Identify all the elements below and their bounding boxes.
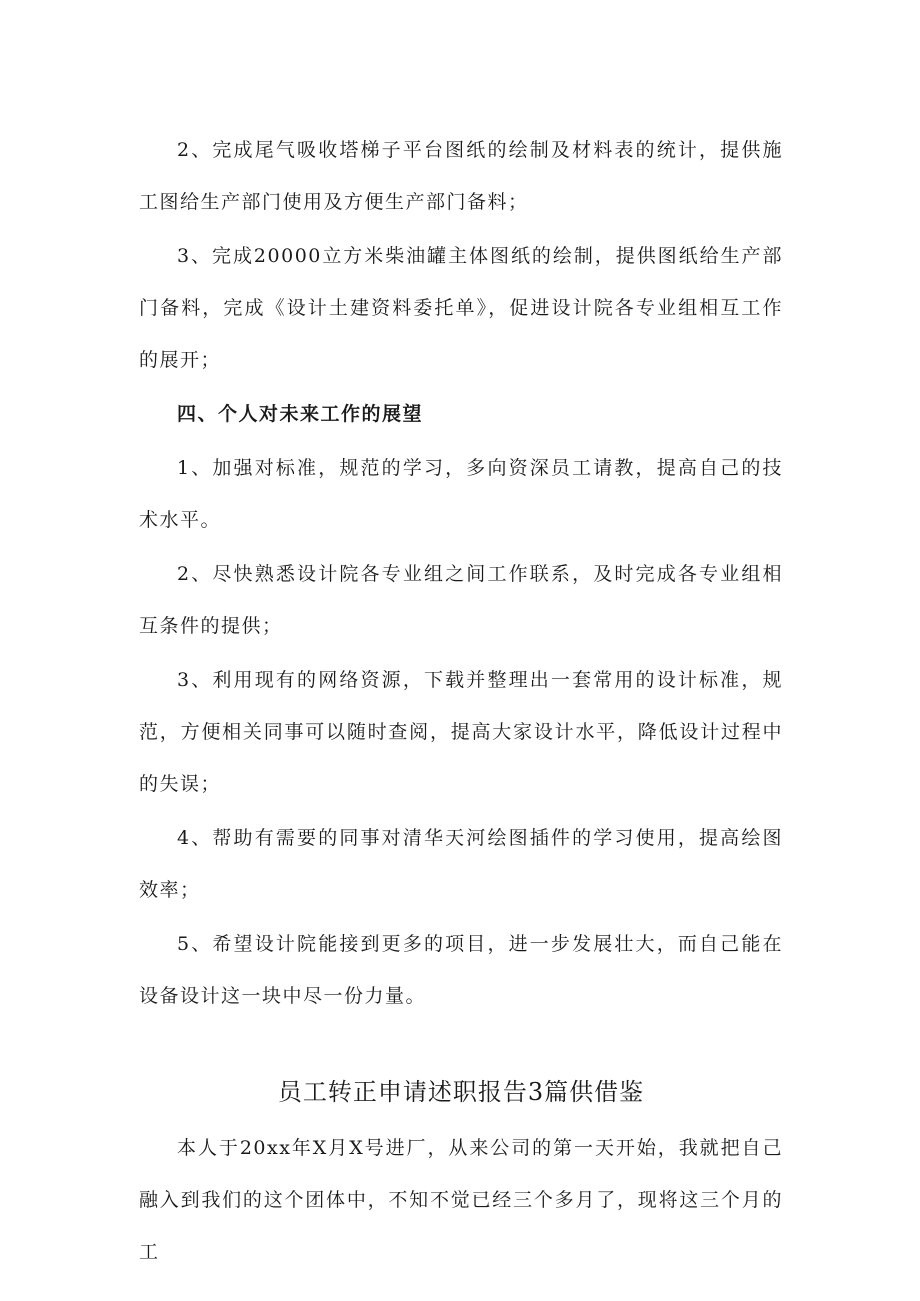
future-item-2: 2、尽快熟悉设计院各专业组之间工作联系，及时完成各专业组相互条件的提供；	[139, 563, 783, 637]
intro-paragraph: 本人于20xx年X月X号进厂，从来公司的第一天开始，我就把自己融入到我们的这个团体中，不知不觉已经三个多月了，现将这三个月的工	[139, 1137, 783, 1263]
future-item-3: 3、利用现有的网络资源，下载并整理出一套常用的设计标准，规范，方便相关同事可以随时查阅，提高大家设计水平，降低设计过程中的失误；	[139, 669, 783, 795]
section-heading-future: 四、个人对未来工作的展望	[177, 403, 424, 425]
future-item-4: 4、帮助有需要的同事对清华天河绘图插件的学习使用，提高绘图效率；	[139, 827, 783, 901]
future-item-5: 5、希望设计院能接到更多的项目，进一步发展壮大，而自己能在设备设计这一块中尽一份力量。	[139, 933, 783, 1007]
document-page	[139, 124, 783, 1278]
future-item-1: 1、加强对标准，规范的学习，多向资深员工请教，提高自己的技术水平。	[139, 457, 783, 531]
paragraph-item-3: 3、完成20000立方米柴油罐主体图纸的绘制，提供图纸给生产部门备料，完成《设计土建资料委托单》，促进设计院各专业组相互工作的展开；	[139, 245, 783, 371]
paragraph-item-2: 2、完成尾气吸收塔梯子平台图纸的绘制及材料表的统计，提供施工图给生产部门使用及方便生产部门备料；	[139, 139, 783, 213]
article-title: 员工转正申请述职报告3篇供借鉴	[277, 1078, 645, 1106]
